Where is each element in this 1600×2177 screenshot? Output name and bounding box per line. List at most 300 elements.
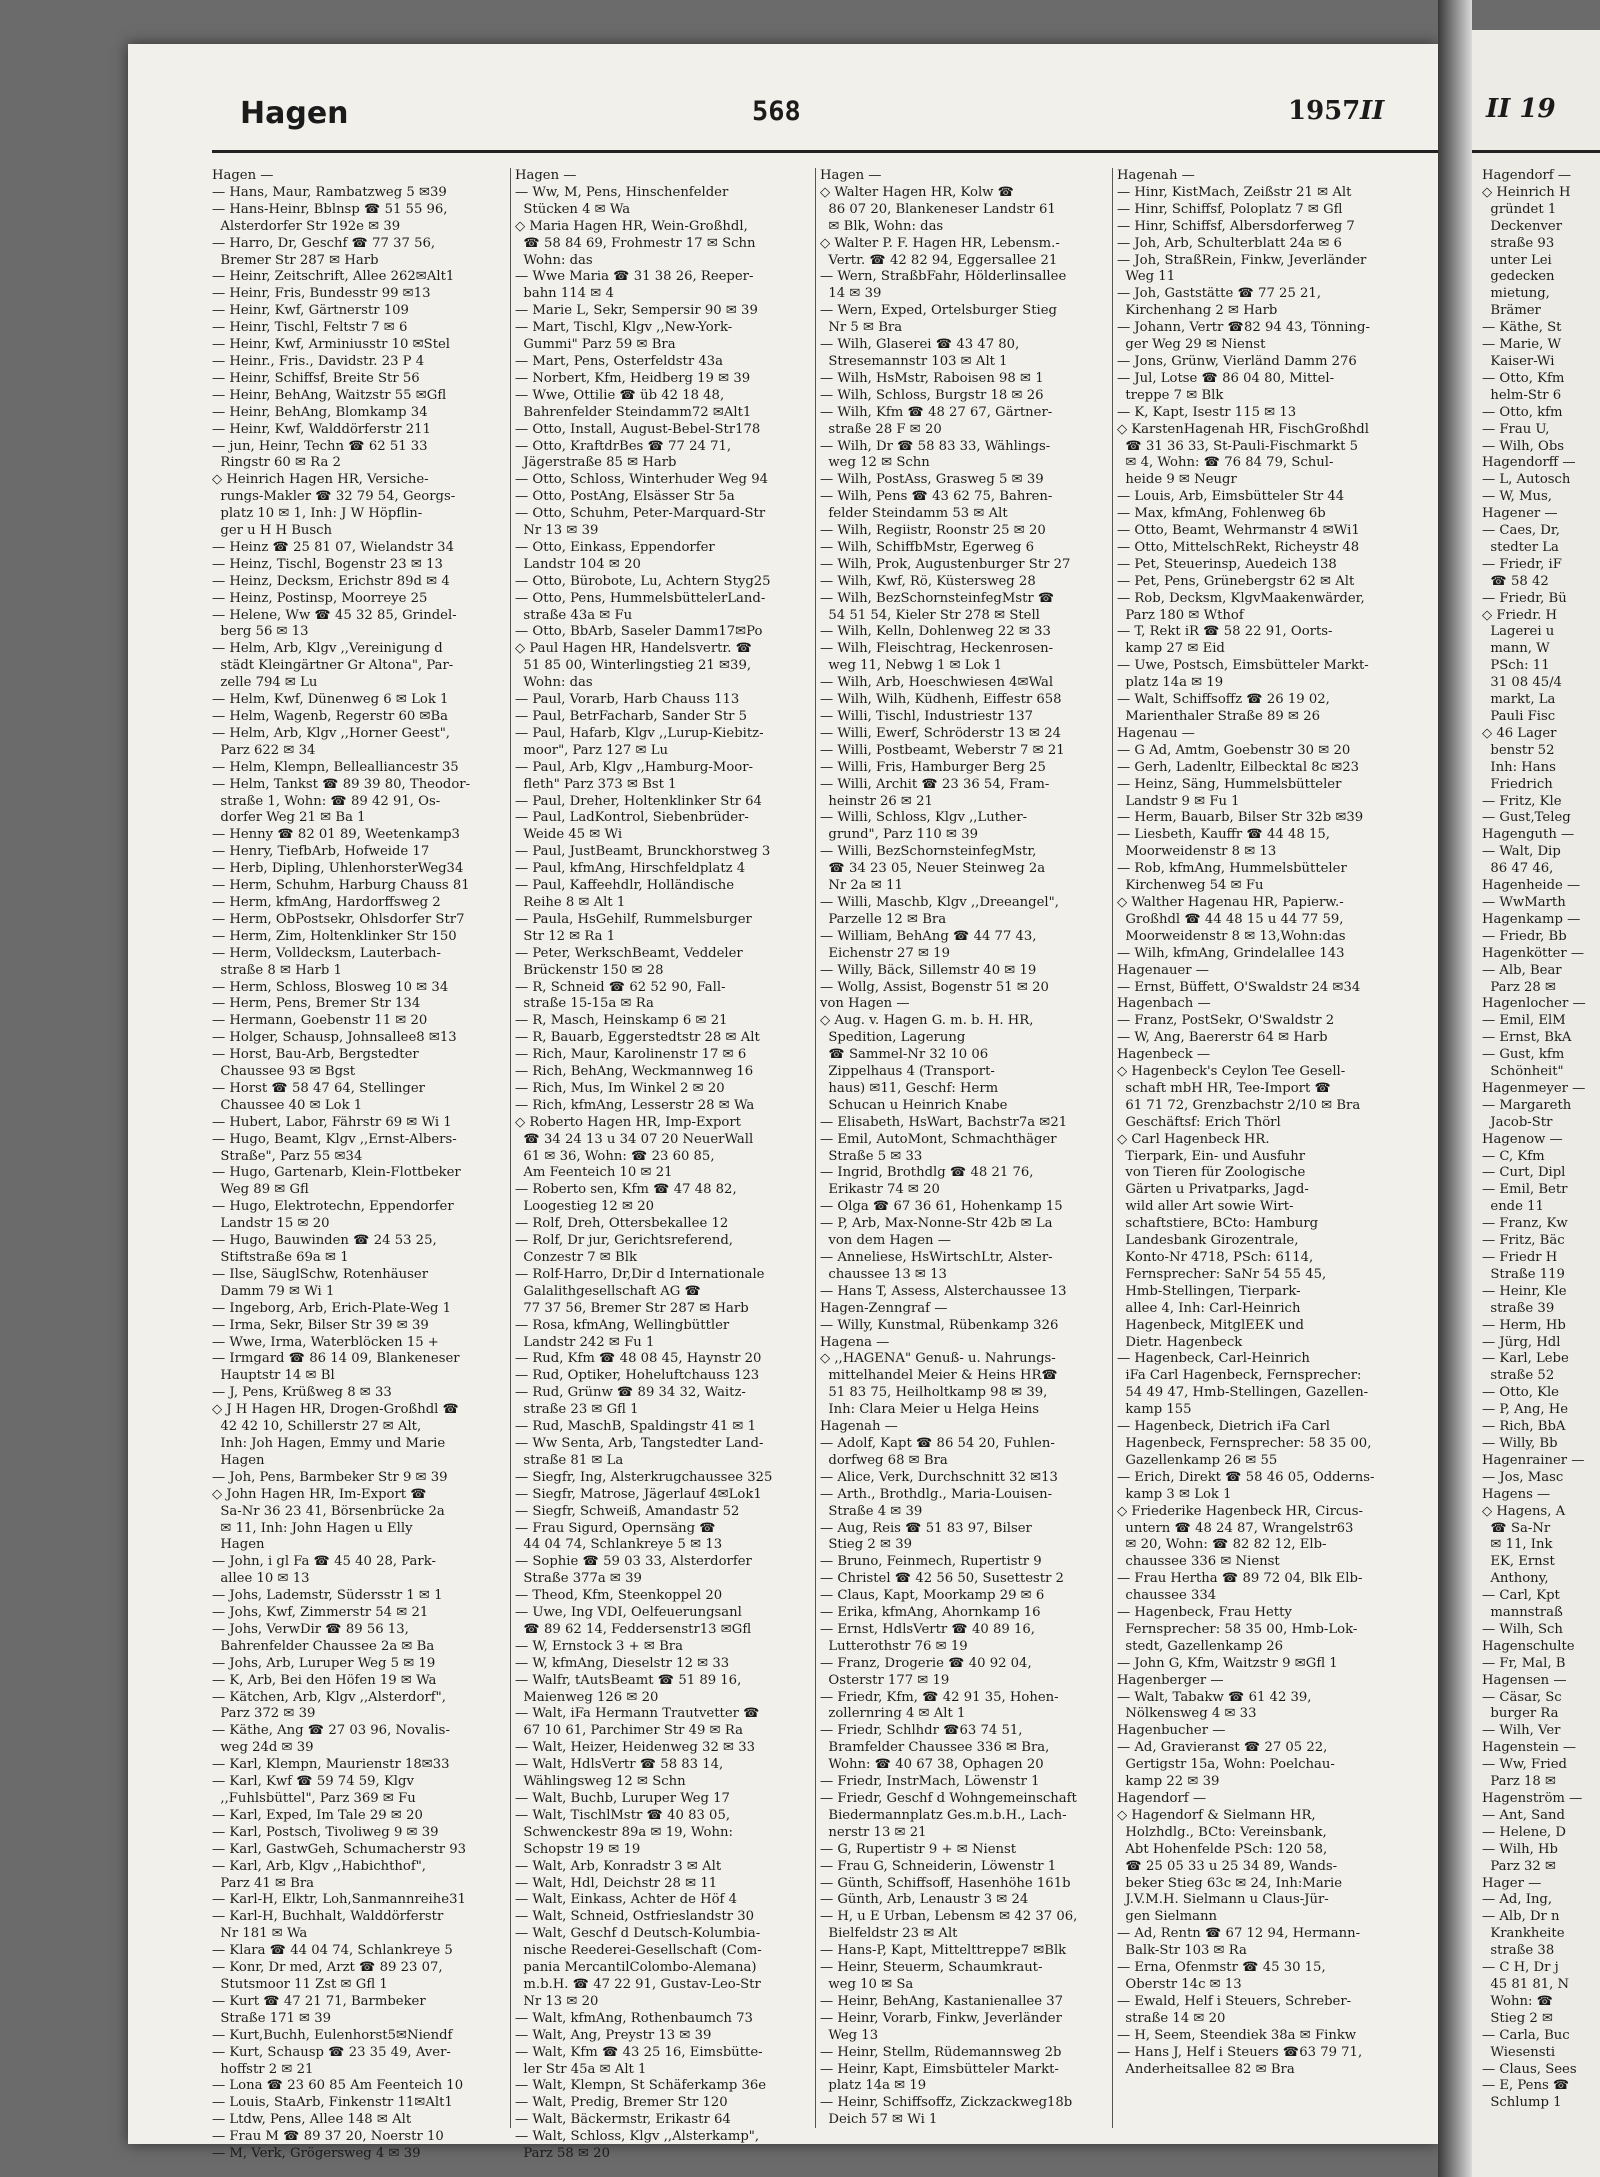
directory-entry: — Hans T, Assess, Alsterchaussee 13	[820, 1283, 1067, 1299]
next-page-entry: — C, Kfm	[1482, 1148, 1545, 1164]
directory-entry: beker Stieg 63c ✉ 24, Inh:Marie	[1117, 1875, 1343, 1891]
directory-entry: von Hagen —	[820, 996, 910, 1012]
next-page-entry: Inh: Hans	[1482, 759, 1556, 775]
directory-entry: — Frau G, Schneiderin, Löwenstr 1	[820, 1858, 1057, 1874]
directory-entry: — Irmgard ☎ 86 14 09, Blankeneser	[212, 1351, 460, 1367]
directory-entry: — Hinr, Schiffsf, Poloplatz 7 ✉ Gfl	[1117, 201, 1343, 217]
directory-entry: Parz 58 ✉ 20	[515, 2146, 610, 2162]
directory-entry: — Helm, Arb, Klgv ,,Horner Geest",	[212, 725, 450, 741]
directory-entry: — K, Arb, Bei den Höfen 19 ✉ Wa	[212, 1672, 437, 1688]
next-page-entry: — Helene, D	[1482, 1824, 1566, 1840]
directory-entry: — Karl-H, Buchhalt, Walddörferstr	[212, 1909, 444, 1925]
directory-entry: — Wilh, kfmAng, Grindelallee 143	[1117, 945, 1345, 961]
next-page-entry: — Gust,Teleg	[1482, 810, 1571, 826]
directory-entry: — Kurt, Schausp ☎ 23 35 49, Aver-	[212, 2044, 451, 2060]
directory-entry: Stresemannstr 103 ✉ Alt 1	[820, 353, 1008, 369]
directory-entry: Schwenckestr 89a ✉ 19, Wohn:	[515, 1824, 733, 1840]
next-page-entry: — Friedr, iF	[1482, 556, 1562, 572]
directory-entry: — Günth, Schiffsoff, Hasenhöhe 161b	[820, 1875, 1071, 1891]
directory-entry: — Harro, Dr, Geschf ☎ 77 37 56,	[212, 235, 436, 251]
directory-entry: Conzestr 7 ✉ Blk	[515, 1250, 637, 1265]
directory-entry: Parz 180 ✉ Wthof	[1117, 607, 1244, 623]
next-page-entry: Hagensen —	[1482, 1672, 1567, 1688]
directory-entry: — Peter, WerkschBeamt, Veddeler	[515, 945, 743, 961]
directory-entry: — Heinr, Steuerm, Schaumkraut-	[820, 1960, 1043, 1976]
directory-entry: — Wilh, Wilh, Küdhenh, Eiffestr 658	[820, 692, 1062, 708]
directory-entry: kamp 27 ✉ Eid	[1117, 641, 1225, 657]
directory-entry: — Helm, Kwf, Dünenweg 6 ✉ Lok 1	[212, 692, 449, 708]
directory-entry: Jägerstraße 85 ✉ Harb	[515, 455, 677, 471]
next-page-entry: — Willy, Bb	[1482, 1435, 1558, 1451]
directory-entry: — Ad, Gravieranst ☎ 27 05 22,	[1117, 1740, 1328, 1756]
directory-entry: Landstr 15 ✉ 20	[212, 1216, 330, 1232]
directory-entry: — Heinr., Fris., Davidstr. 23 P 4	[212, 353, 425, 369]
directory-entry: Hagen-Zenngraf —	[820, 1300, 948, 1316]
next-page-entry: — Friedr, Bb	[1482, 928, 1567, 944]
next-page-entry: — Wilh, Obs	[1482, 438, 1565, 454]
column-divider	[510, 168, 511, 2128]
directory-entry: chaussee 336 ✉ Nienst	[1117, 1554, 1280, 1570]
directory-entry: Schucan u Heinrich Knabe	[820, 1097, 1008, 1113]
directory-entry: gen Sielmann	[1117, 1909, 1217, 1925]
directory-entry: weg 10 ✉ Sa	[820, 1976, 914, 1992]
next-page-entry: — Otto, Kfm	[1482, 370, 1565, 386]
directory-entry: nische Reederei-Gesellschaft (Com-	[515, 1943, 762, 1959]
next-page-entry: straße 39	[1482, 1300, 1555, 1316]
directory-entry: — Otto, Schloss, Winterhuder Weg 94	[515, 472, 768, 488]
directory-entry: — Friedr, InstrMach, Löwenstr 1	[820, 1774, 1040, 1790]
directory-entry: — Friedr, Schlhdr ☎63 74 51,	[820, 1723, 1023, 1739]
directory-entry: Hagenah —	[1117, 168, 1195, 183]
directory-entry: Kirchenweg 54 ✉ Fu	[1117, 878, 1264, 894]
directory-entry: — Adolf, Kapt ☎ 86 54 20, Fuhlen-	[820, 1435, 1055, 1451]
directory-entry: — Ewald, Helf i Steuers, Schreber-	[1117, 1993, 1352, 2009]
directory-entry: — Friedr, Geschf d Wohngemeinschaft	[820, 1791, 1077, 1806]
next-page-entry: — Heinr, Kle	[1482, 1283, 1567, 1299]
directory-entry: — Irma, Sekr, Bilser Str 39 ✉ 39	[212, 1317, 429, 1333]
next-page-entry: — P, Ang, He	[1482, 1402, 1569, 1418]
directory-entry: weg 12 ✉ Schn	[820, 455, 930, 471]
directory-entry: — Franz, PostSekr, O'Swaldstr 2	[1117, 1013, 1335, 1029]
next-page-entry: Jacob-Str	[1482, 1114, 1553, 1130]
directory-entry: — M, Verk, Grögersweg 4 ✉ 39	[212, 2146, 421, 2162]
directory-entry: — Ww, M, Pens, Hinschenfelder	[515, 184, 729, 200]
directory-entry: — Horst ☎ 58 47 64, Stellinger	[212, 1080, 425, 1096]
directory-entry: Str 12 ✉ Ra 1	[515, 928, 616, 944]
directory-entry: berg 56 ✉ 13	[212, 624, 309, 640]
next-page-entry: ☎ Sa-Nr	[1482, 1520, 1551, 1536]
directory-entry: Galalithgesellschaft AG ☎	[515, 1283, 701, 1299]
directory-entry: — Mart, Tischl, Klgv ,,New-York-	[515, 320, 733, 336]
directory-entry: Landstr 9 ✉ Fu 1	[1117, 793, 1240, 809]
directory-entry: heide 9 ✉ Neugr	[1117, 472, 1237, 488]
directory-entry: ☎ 34 24 13 u 34 07 20 NeuerWall	[515, 1131, 754, 1147]
directory-entry: kamp 3 ✉ Lok 1	[1117, 1486, 1232, 1502]
directory-entry: — Walt, Kfm ☎ 43 25 16, Eimsbütte-	[515, 2044, 763, 2060]
directory-entry: Parz 622 ✉ 34	[212, 742, 316, 758]
directory-entry: — Paul, kfmAng, Hirschfeldplatz 4	[515, 861, 746, 877]
directory-entry: — Paul, BetrFacharb, Sander Str 5	[515, 709, 748, 724]
next-page-entry: Hagenkötter —	[1482, 945, 1585, 961]
directory-entry: — Ingeborg, Arb, Erich-Plate-Weg 1	[212, 1300, 452, 1316]
next-page-entry: straße 38	[1482, 1943, 1555, 1959]
next-page-entry: — Emil, ElM	[1482, 1013, 1566, 1029]
directory-entry: — Hugo, Bauwinden ☎ 24 53 25,	[212, 1233, 437, 1249]
directory-entry: Chaussee 93 ✉ Bgst	[212, 1064, 356, 1080]
directory-entry: Balk-Str 103 ✉ Ra	[1117, 1943, 1247, 1959]
directory-entry: — Rolf-Harro, Dr,Dir d Internationale	[515, 1266, 765, 1282]
directory-entry: — Herm, Bauarb, Bilser Str 32b ✉39	[1117, 810, 1364, 826]
directory-entry: — Willi, Ewerf, Schröderstr 13 ✉ 24	[820, 725, 1062, 741]
directory-entry: — Heinz, Säng, Hummelsbütteler	[1117, 776, 1342, 792]
directory-entry: — Otto, Install, August-Bebel-Str178	[515, 421, 761, 437]
directory-entry: — Anneliese, HsWirtschLtr, Alster-	[820, 1250, 1053, 1265]
directory-entry: dorfer Weg 21 ✉ Ba 1	[212, 810, 366, 826]
directory-entry: Hagen —	[515, 168, 577, 183]
directory-entry: Hagenah —	[820, 1419, 898, 1435]
directory-entry: Fernsprecher: SaNr 54 55 45,	[1117, 1266, 1327, 1282]
directory-entry: — Siegfr, Ing, Alsterkrugchaussee 325	[515, 1469, 773, 1485]
directory-entry: — Paul, Vorarb, Harb Chauss 113	[515, 692, 740, 708]
directory-entry: — H, u E Urban, Lebensm ✉ 42 37 06,	[820, 1909, 1078, 1925]
directory-entry: ✉ 4, Wohn: ☎ 76 84 79, Schul-	[1117, 455, 1334, 471]
directory-entry: — Heinz, Postinsp, Moorreye 25	[212, 590, 428, 606]
directory-entry: — Ingrid, Brothdlg ☎ 48 21 76,	[820, 1165, 1034, 1181]
next-page-entry: — Cäsar, Sc	[1482, 1689, 1562, 1705]
next-page-entry: — Franz, Kw	[1482, 1216, 1568, 1232]
directory-entry: — Elisabeth, HsWart, Bachstr7a ✉21	[820, 1114, 1068, 1130]
directory-entry: Maienweg 126 ✉ 20	[515, 1689, 659, 1705]
directory-entry: — Wilh, Dr ☎ 58 83 33, Wählings-	[820, 438, 1051, 454]
next-page-entry: — Frau U,	[1482, 421, 1550, 437]
directory-entry: — W, kfmAng, Dieselstr 12 ✉ 33	[515, 1655, 730, 1671]
directory-entry: Gertigstr 15a, Wohn: Poelchau-	[1117, 1757, 1335, 1773]
directory-entry: — Rob, Decksm, KlgvMaakenwärder,	[1117, 590, 1365, 606]
directory-entry: platz 14a ✉ 19	[1117, 675, 1224, 691]
directory-entry: — Heinr, Zeitschrift, Allee 262✉Alt1	[212, 269, 455, 285]
directory-entry: Loogestieg 12 ✉ 20	[515, 1199, 654, 1215]
directory-entry: — Rud, Kfm ☎ 48 08 45, Haynstr 20	[515, 1351, 762, 1367]
directory-entry: städt Kleingärtner Gr Altona", Par-	[212, 658, 454, 674]
directory-column-4	[1117, 168, 1437, 2136]
directory-entry: — Rich, BehAng, Weckmannweg 16	[515, 1064, 754, 1080]
directory-entry: — Helm, Klempn, Bellealliancestr 35	[212, 759, 459, 775]
directory-column-3	[820, 168, 1116, 2136]
next-page-entry: — Alb, Bear	[1482, 962, 1562, 978]
directory-entry: straße 8 ✉ Harb 1	[212, 962, 342, 978]
directory-entry: — Erika, kfmAng, Ahornkamp 16	[820, 1605, 1041, 1621]
next-page-entry: — Rich, BbA	[1482, 1419, 1566, 1435]
directory-entry: Kirchenhang 2 ✉ Harb	[1117, 303, 1278, 319]
directory-entry: Nr 13 ✉ 20	[515, 1993, 599, 2009]
next-page-entry: ◇ Friedr. H	[1482, 607, 1557, 623]
directory-entry: — Paul, JustBeamt, Brunckhorstweg 3	[515, 844, 771, 860]
directory-entry: Wohn: das	[515, 252, 593, 268]
next-page-entry: — Caes, Dr,	[1482, 523, 1560, 539]
directory-entry: — Wilh, Pens ☎ 43 62 75, Bahren-	[820, 489, 1053, 505]
directory-entry: Hagenbucher —	[1117, 1723, 1226, 1739]
directory-entry: — Walt, Buchb, Luruper Weg 17	[515, 1791, 730, 1806]
directory-entry: — K, Kapt, Isestr 115 ✉ 13	[1117, 404, 1297, 420]
directory-entry: Am Feenteich 10 ✉ 21	[515, 1165, 673, 1181]
directory-entry: Straße 4 ✉ 39	[820, 1503, 923, 1519]
next-page-entry: Hagenguth —	[1482, 827, 1575, 843]
next-page-entry: — Alb, Dr n	[1482, 1909, 1560, 1925]
next-page-entry: Wohn: ☎	[1482, 1993, 1554, 2009]
directory-entry: — Paula, HsGehilf, Rummelsburger	[515, 911, 752, 927]
next-page-rule	[1472, 150, 1600, 153]
page-number: 568	[752, 96, 801, 127]
directory-entry: — Hinr, Schiffsf, Albersdorferweg 7	[1117, 218, 1355, 234]
book-fold	[1438, 0, 1472, 2177]
directory-entry: — John, i gl Fa ☎ 45 40 28, Park-	[212, 1554, 436, 1570]
next-page-entry: straße 52	[1482, 1368, 1555, 1384]
next-page-entry: 86 47 46,	[1482, 861, 1554, 877]
directory-entry: Hagenau —	[1117, 725, 1195, 741]
directory-entry: — P, Arb, Max-Nonne-Str 42b ✉ La	[820, 1216, 1053, 1232]
directory-entry: Landstr 242 ✉ Fu 1	[515, 1334, 655, 1350]
next-page-entry: Schlump 1	[1482, 2095, 1562, 2111]
next-page-entry: — Ww, Fried	[1482, 1757, 1567, 1773]
directory-entry: — Rud, Grünw ☎ 89 34 32, Waitz-	[515, 1385, 746, 1401]
directory-entry: ◇ KarstenHagenah HR, FischGroßhdl	[1117, 421, 1369, 437]
next-page-column	[1482, 168, 1600, 2112]
directory-entry: Straße 171 ✉ 39	[212, 2010, 332, 2026]
directory-entry: — Hagenbeck, Frau Hetty	[1117, 1605, 1292, 1621]
directory-entry: Großhdl ☎ 44 48 15 u 44 77 59,	[1117, 911, 1344, 927]
next-page-entry: — Curt, Dipl	[1482, 1165, 1566, 1181]
directory-entry: — Emil, AutoMont, Schmachthäger	[820, 1131, 1057, 1147]
next-page-entry: Stieg 2 ✉	[1482, 2010, 1554, 2026]
directory-entry: — Rob, kfmAng, Hummelsbütteler	[1117, 861, 1347, 877]
next-page-entry: Hagenschulte	[1482, 1638, 1575, 1654]
directory-entry: — Herm, Pens, Bremer Str 134	[212, 996, 421, 1012]
next-page-entry: helm-Str 6	[1482, 387, 1562, 403]
directory-entry: — Helm, Wagenb, Regerstr 60 ✉Ba	[212, 709, 449, 724]
directory-entry: Oberstr 14c ✉ 13	[1117, 1976, 1242, 1992]
directory-entry: — Heinr, Kwf, Gärtnerstr 109	[212, 303, 409, 319]
directory-entry: ◇ Friederike Hagenbeck HR, Circus-	[1117, 1503, 1364, 1519]
directory-entry: Marienthaler Straße 89 ✉ 26	[1117, 709, 1321, 724]
directory-entry: — Heinr, BehAng, Waitzstr 55 ✉Gfl	[212, 387, 447, 403]
next-page-entry: ◇ Heinrich H	[1482, 184, 1571, 200]
directory-entry: Wählingsweg 12 ✉ Schn	[515, 1774, 686, 1790]
directory-entry: — Erich, Direkt ☎ 58 46 05, Odderns-	[1117, 1469, 1375, 1485]
directory-entry: — Lona ☎ 23 60 85 Am Feenteich 10	[212, 2078, 464, 2094]
next-page-entry: ☎ 58 42	[1482, 573, 1549, 589]
next-page-entry: benstr 52	[1482, 742, 1555, 758]
directory-entry: — Heinr, Fris, Bundesstr 99 ✉13	[212, 286, 431, 302]
next-page-entry: — Wilh, Sch	[1482, 1621, 1563, 1637]
next-page-entry: straße 93	[1482, 235, 1555, 251]
directory-entry: 44 04 74, Schlankreye 5 ✉ 13	[515, 1537, 723, 1553]
directory-entry: ger Weg 29 ✉ Nienst	[1117, 337, 1266, 353]
directory-entry: — Otto, MittelschRekt, Richeystr 48	[1117, 539, 1360, 555]
next-page-entry: — Marie, W	[1482, 337, 1562, 353]
directory-entry: Inh: Joh Hagen, Emmy und Marie	[212, 1435, 446, 1451]
header-rule	[212, 150, 1438, 153]
directory-entry: — Walt, Klempn, St Schäferkamp 36e	[515, 2078, 767, 2094]
directory-entry: — Holger, Schausp, Johnsallee8 ✉13	[212, 1030, 457, 1046]
directory-entry: zollernring 4 ✉ Alt 1	[820, 1706, 966, 1722]
next-page-entry: Hagenrainer —	[1482, 1452, 1585, 1468]
directory-entry: Anderheitsallee 82 ✉ Bra	[1117, 2061, 1295, 2077]
directory-entry: Brückenstr 150 ✉ 28	[515, 962, 664, 978]
next-page-entry: 45 81 81, N	[1482, 1976, 1570, 1992]
directory-entry: — Wilh, HsMstr, Raboisen 98 ✉ 1	[820, 370, 1044, 386]
directory-entry: — Rich, Mus, Im Winkel 2 ✉ 20	[515, 1080, 725, 1096]
directory-entry: — Gerh, Ladenltr, Eilbecktal 8c ✉23	[1117, 759, 1360, 775]
directory-entry: von dem Hagen —	[820, 1233, 951, 1249]
directory-entry: Eichenstr 27 ✉ 19	[820, 945, 950, 961]
directory-entry: — Aug, Reis ☎ 51 83 97, Bilser	[820, 1520, 1032, 1536]
next-page-entry: Hagenstein —	[1482, 1740, 1577, 1756]
column-divider	[815, 168, 816, 2128]
directory-entry: — Herm, Zim, Holtenklinker Str 150	[212, 928, 457, 944]
directory-entry: Nr 2a ✉ 11	[820, 878, 903, 894]
directory-entry: — Karl, Kwf ☎ 59 74 59, Klgv	[212, 1774, 414, 1790]
directory-entry: — Herm, kfmAng, Hardorffsweg 2	[212, 894, 441, 910]
directory-entry: — Franz, Drogerie ☎ 40 92 04,	[820, 1655, 1032, 1671]
directory-entry: — Kätchen, Arb, Klgv ,,Alsterdorf",	[212, 1689, 446, 1705]
directory-entry: Straße 5 ✉ 33	[820, 1148, 923, 1164]
directory-entry: haus) ✉11, Geschf: Herm	[820, 1080, 999, 1096]
directory-entry: — Hugo, Elektrotechn, Eppendorfer	[212, 1199, 454, 1215]
directory-entry: Gärten u Privatparks, Jagd-	[1117, 1182, 1309, 1198]
directory-entry: platz 14a ✉ 19	[820, 2078, 927, 2094]
directory-entry: moor", Parz 127 ✉ Lu	[515, 742, 668, 758]
next-page-entry: Kaiser-Wi	[1482, 353, 1555, 369]
next-page-entry: Lagerei u	[1482, 624, 1555, 640]
directory-entry: — Otto, Einkass, Eppendorfer	[515, 539, 715, 555]
next-page-entry: unter Lei	[1482, 252, 1552, 268]
directory-entry: — Johs, Lademstr, Südersstr 1 ✉ 1	[212, 1588, 443, 1604]
next-page-entry: — Claus, Sees	[1482, 2061, 1577, 2077]
directory-entry: — Karl-H, Elktr, Loh,Sanmannreihe31	[212, 1892, 466, 1908]
directory-entry: — Heinr, BehAng, Kastanienallee 37	[820, 1993, 1063, 2009]
page-header-year: 1957	[1288, 96, 1361, 126]
directory-entry: Bremer Str 287 ✉ Harb	[212, 252, 379, 268]
directory-entry: Nr 5 ✉ Bra	[820, 320, 903, 336]
directory-entry: — Frau M ☎ 89 37 20, Noerstr 10	[212, 2129, 444, 2145]
next-page-entry: Hagendorf —	[1482, 168, 1572, 183]
next-page-entry: — Carl, Kpt	[1482, 1588, 1560, 1604]
directory-entry: Stücken 4 ✉ Wa	[515, 201, 631, 217]
directory-entry: pania MercantilColombo-Alemana)	[515, 1960, 757, 1976]
next-page-entry: ende 11	[1482, 1199, 1544, 1215]
directory-entry: — Heinr, Tischl, Feltstr 7 ✉ 6	[212, 320, 408, 336]
directory-entry: Stieg 2 ✉ 39	[820, 1537, 912, 1553]
directory-entry: — Wilh, Kfm ☎ 48 27 67, Gärtner-	[820, 404, 1053, 420]
next-page-entry: — Margareth	[1482, 1097, 1572, 1113]
next-page-header: II 19	[1486, 94, 1556, 124]
directory-entry: Konto-Nr 4718, PSch: 6114,	[1117, 1250, 1314, 1265]
next-page-entry: Krankheite	[1482, 1926, 1565, 1942]
directory-entry: — Paul, Hafarb, Klgv ,,Lurup-Kiebitz-	[515, 725, 764, 741]
directory-entry: ☎ 89 62 14, Feddersenstr13 ✉Gfl	[515, 1621, 752, 1637]
next-page-entry: Anthony,	[1482, 1571, 1549, 1587]
directory-entry: straße 28 F ✉ 20	[820, 421, 942, 437]
directory-entry: — Joh, Gaststätte ☎ 77 25 21,	[1117, 286, 1322, 302]
directory-entry: — Wilh, SchiffbMstr, Egerweg 6	[820, 539, 1035, 555]
directory-entry: — Walt, Predig, Bremer Str 120	[515, 2095, 728, 2111]
directory-entry: — Willi, Archit ☎ 23 36 54, Fram-	[820, 776, 1050, 792]
next-page-entry: — Friedr, Bü	[1482, 590, 1567, 606]
directory-entry: hoffstr 2 ✉ 21	[212, 2061, 314, 2077]
directory-entry: — Pet, Steuerinsp, Auedeich 138	[1117, 556, 1337, 572]
directory-entry: — Olga ☎ 67 36 61, Hohenkamp 15	[820, 1199, 1063, 1215]
directory-entry: — Walt, Geschf d Deutsch-Kolumbia-	[515, 1926, 761, 1942]
directory-entry: — Hugo, Beamt, Klgv ,,Ernst-Albers-	[212, 1131, 457, 1147]
directory-entry: allee 10 ✉ 13	[212, 1571, 310, 1587]
next-page-entry: mannstraß	[1482, 1605, 1563, 1621]
directory-entry: ger u H H Busch	[212, 523, 333, 539]
directory-entry: 61 ✉ 36, Wohn: ☎ 23 60 85,	[515, 1148, 715, 1164]
directory-entry: Abt Hohenfelde PSch: 120 58,	[1117, 1841, 1328, 1857]
directory-entry: grund", Parz 110 ✉ 39	[820, 827, 978, 843]
next-page-entry: — Jürg, Hdl	[1482, 1334, 1561, 1350]
directory-entry: ◇ Walter P. F. Hagen HR, Lebensm.-	[820, 235, 1060, 251]
directory-entry: Alsterdorfer Str 192e ✉ 39	[212, 218, 401, 234]
directory-entry: — Johs, Kwf, Zimmerstr 54 ✉ 21	[212, 1605, 429, 1621]
directory-entry: Hagenberger —	[1117, 1672, 1224, 1688]
directory-entry: Hagenbach —	[1117, 996, 1211, 1012]
directory-entry: — Wollg, Assist, Bogenstr 51 ✉ 20	[820, 979, 1049, 995]
next-page-entry: — Walt, Dip	[1482, 844, 1561, 860]
directory-entry: 61 71 72, Grenzbachstr 2/10 ✉ Bra	[1117, 1097, 1361, 1113]
directory-entry: — Käthe, Ang ☎ 27 03 96, Novalis-	[212, 1723, 450, 1739]
directory-entry: — Max, kfmAng, Fohlenweg 6b	[1117, 506, 1326, 522]
directory-entry: — Wilh, BezSchornsteinfegMstr ☎	[820, 590, 1055, 606]
next-page-entry: Hagener —	[1482, 506, 1558, 522]
directory-entry: Weg 13	[820, 2027, 879, 2043]
directory-entry: ◇ Heinrich Hagen HR, Versiche-	[212, 472, 429, 488]
directory-entry: straße 15-15a ✉ Ra	[515, 996, 654, 1012]
next-page-entry: — E, Pens ☎	[1482, 2078, 1570, 2094]
directory-entry: — R, Masch, Heinskamp 6 ✉ 21	[515, 1013, 728, 1029]
directory-entry: — Herm, ObPostsekr, Ohlsdorfer Str7	[212, 911, 465, 927]
directory-entry: iFa Carl Hagenbeck, Fernsprecher:	[1117, 1368, 1362, 1384]
directory-entry: Nr 13 ✉ 39	[515, 523, 599, 539]
directory-entry: — Hagenbeck, Dietrich iFa Carl	[1117, 1419, 1330, 1435]
directory-entry: — Wilh, Fleischtrag, Heckenrosen-	[820, 641, 1054, 657]
directory-entry: chaussee 13 ✉ 13	[820, 1266, 947, 1282]
next-page-entry: mietung,	[1482, 286, 1550, 302]
directory-entry: — Walt, Bäckermstr, Erikastr 64	[515, 2112, 731, 2128]
directory-entry: Hagenbeck, MitglEEK und	[1117, 1317, 1304, 1333]
directory-entry: — Siegfr, Schweiß, Amandastr 52	[515, 1503, 740, 1519]
directory-entry: — Walt, Schneid, Ostfrieslandstr 30	[515, 1909, 755, 1925]
directory-entry: von Tieren für Zoologische	[1117, 1165, 1306, 1181]
directory-entry: — Roberto sen, Kfm ☎ 47 48 82,	[515, 1182, 737, 1198]
directory-entry: — Wilh, Kwf, Rö, Küstersweg 28	[820, 573, 1036, 589]
directory-entry: — Ilse, SäuglSchw, Rotenhäuser	[212, 1266, 429, 1282]
next-page-entry: — W, Mus,	[1482, 489, 1552, 505]
directory-entry: — Hinr, KistMach, Zeißstr 21 ✉ Alt	[1117, 184, 1352, 200]
next-page-entry: — Herm, Hb	[1482, 1317, 1566, 1333]
directory-entry: — Walt, Schloss, Klgv ,,Alsterkamp",	[515, 2129, 760, 2145]
directory-entry: 51 83 75, Heilholtkamp 98 ✉ 39,	[820, 1385, 1048, 1401]
directory-entry: ◇ Hagendorf & Sielmann HR,	[1117, 1807, 1316, 1823]
directory-entry: ◇ Walther Hagenau HR, Papierw.-	[1117, 894, 1344, 910]
directory-entry: zelle 794 ✉ Lu	[212, 675, 318, 691]
directory-entry: — Joh, Arb, Schulterblatt 24a ✉ 6	[1117, 235, 1342, 251]
directory-entry: ◇ Hagenbeck's Ceylon Tee Gesell-	[1117, 1064, 1346, 1080]
directory-entry: Parz 41 ✉ Bra	[212, 1875, 315, 1891]
directory-entry: — Paul, Kaffeehdlr, Holländische	[515, 878, 735, 894]
next-page-entry: ✉ 11, Ink	[1482, 1537, 1553, 1553]
next-page-entry: — Käthe, St	[1482, 320, 1562, 336]
